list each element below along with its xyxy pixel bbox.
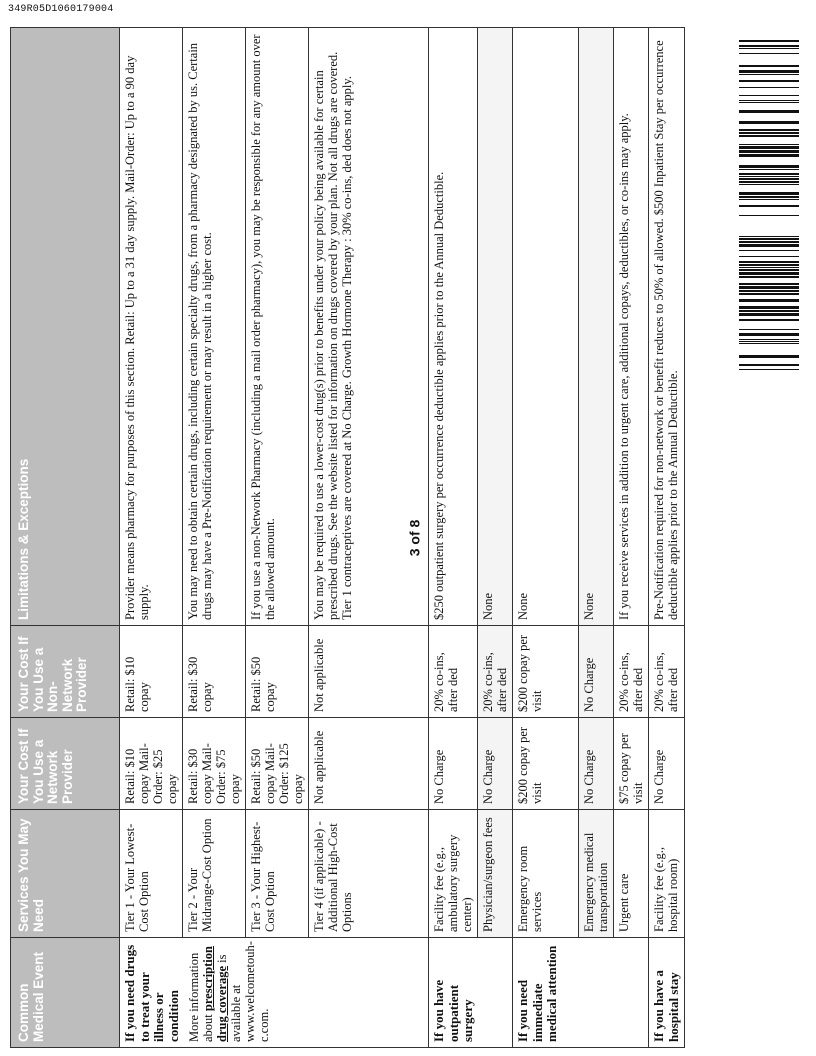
non-network-cost-cell: Retail: $10 copay: [120, 626, 183, 718]
page-number: 3 of 8: [406, 519, 423, 557]
service-cell: Tier 1 - Your Lowest-Cost Option: [120, 810, 183, 938]
service-cell: Tier 3 - Your Highest-Cost Option: [246, 810, 309, 938]
more-info-suffix: is available at www.welcometouh-c.com.: [215, 941, 272, 1042]
barcode-bar: [739, 169, 799, 170]
barcode-bar: [739, 74, 799, 75]
barcode-graphic: [739, 40, 799, 370]
benefits-table-rotated: [10, 28, 730, 1048]
event-hospital: If you have a hospital stay: [649, 938, 685, 1048]
barcode-bar: [739, 339, 799, 340]
barcode-bar: [739, 40, 799, 42]
service-cell: Facility fee (e.g., hospital room): [649, 810, 685, 938]
barcode-bar: [739, 121, 799, 124]
barcode-bar: [739, 100, 799, 101]
barcode-bar: [739, 250, 799, 251]
non-network-cost-cell: 20% co-ins, after ded: [429, 626, 478, 718]
barcode-bar: [739, 369, 799, 370]
barcode-bar: [739, 70, 799, 73]
document-id: 349R05D1060179004: [8, 4, 114, 15]
barcode-bar: [739, 276, 799, 278]
barcode-bar: [739, 199, 799, 200]
table-row: [120, 28, 183, 1048]
event-immediate: If you need immediate medical attention: [513, 938, 649, 1048]
header-row: [11, 28, 120, 1048]
non-network-cost-cell: Not applicable: [309, 626, 429, 718]
limitations-cell: You may be required to use a lower-cost drug(s) prior to benefits under your policy being available for certain prescribed drugs. See the website listed for information on drugs covered by your plan. Not all drugs are covered. Tier 1 contraceptives are covered at No Charge. Growth Hormone Therapy : 30% co-ins, ded does not apply.: [309, 28, 429, 626]
barcode-bar: [739, 333, 799, 336]
benefits-table: [10, 27, 685, 1048]
barcode-bar: [739, 310, 799, 312]
barcode-bar: [739, 135, 799, 137]
limitations-cell: Provider means pharmacy for purposes of this section. Retail: Up to a 31 day supply. Mail-Order: Up to a 90 day supply.: [120, 28, 183, 626]
table-row: [429, 28, 478, 1048]
limitations-cell: If you use a non-Network Pharmacy (including a mail order pharmacy), you may be responsible for any amount over the allowed amount.: [246, 28, 309, 626]
limitations-cell: None: [579, 28, 614, 626]
service-cell: Facility fee (e.g., ambulatory surgery center): [429, 810, 478, 938]
barcode-bar: [739, 364, 799, 366]
barcode-bar: [739, 244, 799, 247]
barcode-bar: [739, 343, 799, 344]
barcode-bar: [739, 283, 799, 285]
network-cost-cell: $75 copay per visit: [614, 718, 649, 810]
barcode-bar: [739, 341, 799, 342]
event-prescription: [120, 938, 429, 1048]
barcode-bar: [739, 146, 799, 149]
header-common-medical-event: Common Medical Event: [11, 938, 120, 1048]
limitations-cell: Pre-Notification required for non-network or benefit reduces to 50% of allowed. $500 Inpatient Stay per occurrence deductible applies prior to the Annual Deductible.: [649, 28, 685, 626]
non-network-cost-cell: 20% co-ins, after ded: [478, 626, 513, 718]
prescription-more-info: [187, 943, 271, 1042]
limitations-cell: You may need to obtain certain drugs, including certain specialty drugs, from a pharmacy designated by us. Certain drugs may have a Pre-Notification requirement or may result in a higher cost.: [183, 28, 246, 626]
barcode-bar: [739, 267, 799, 268]
service-cell: Tier 4 (if applicable) - Additional High-Cost Options: [309, 810, 429, 938]
barcode-bar: [739, 192, 799, 195]
limitations-cell: None: [513, 28, 579, 626]
non-network-cost-cell: Retail: $30 copay: [183, 626, 246, 718]
barcode-bar: [739, 176, 799, 177]
table-row: [649, 28, 685, 1048]
barcode-bar: [739, 129, 799, 131]
service-cell: Urgent care: [614, 810, 649, 938]
barcode-bar: [739, 241, 799, 243]
network-cost-cell: Retail: $10 copay Mail-Order: $25 copay: [120, 718, 183, 810]
limitations-cell: If you receive services in addition to urgent care, additional copays, deductibles, or co-ins may apply.: [614, 28, 649, 626]
network-cost-cell: $200 copay per visit: [513, 718, 579, 810]
service-cell: Physician/surgeon fees: [478, 810, 513, 938]
header-limitations: Limitations & Exceptions: [11, 28, 120, 626]
limitations-cell: None: [478, 28, 513, 626]
event-outpatient: If you have outpatient surgery: [429, 938, 513, 1048]
network-cost-cell: Retail: $50 copay Mail-Order: $125 copay: [246, 718, 309, 810]
table-row: [183, 28, 246, 1048]
table-row: [614, 28, 649, 1048]
table-row: [246, 28, 309, 1048]
barcode-bar: [739, 313, 799, 316]
non-network-cost-cell: $200 copay per visit: [513, 626, 579, 718]
network-cost-cell: Retail: $30 copay Mail-Order: $75 copay: [183, 718, 246, 810]
barcode-bar: [739, 178, 799, 180]
barcode-bar: [739, 173, 799, 175]
barcode-bar: [739, 184, 799, 185]
table-row: [579, 28, 614, 1048]
barcode-bar: [739, 269, 799, 271]
prescription-coverage-link[interactable]: prescription drug coverage: [201, 946, 230, 1042]
barcode-bar: [739, 215, 799, 216]
barcode-bar: [739, 293, 799, 295]
limitations-cell: $250 outpatient surgery per occurrence deductible applies prior to the Annual Deductible.: [429, 28, 478, 626]
header-services: Services You May Need: [11, 810, 120, 938]
barcode-bar: [739, 102, 799, 103]
barcode-bar: [739, 48, 799, 49]
barcode-bar: [739, 256, 799, 257]
barcode-bar: [739, 87, 799, 88]
barcode-bar: [739, 355, 799, 358]
barcode-bar: [739, 264, 799, 266]
barcode-bar: [739, 319, 799, 321]
service-cell: Tier 2 - Your Midrange-Cost Option: [183, 810, 246, 938]
network-cost-cell: Not applicable: [309, 718, 429, 810]
barcode-bar: [739, 150, 799, 153]
barcode-bar: [739, 236, 799, 237]
barcode-bar: [739, 165, 799, 168]
barcode-bar: [739, 238, 799, 240]
non-network-cost-cell: 20% co-ins, after ded: [614, 626, 649, 718]
barcode-bar: [739, 80, 799, 82]
barcode-bar: [739, 132, 799, 134]
barcode-bar: [739, 65, 799, 67]
barcode-bar: [739, 261, 799, 263]
table-row: [478, 28, 513, 1048]
barcode-bar: [739, 196, 799, 198]
barcode-bar: [739, 53, 799, 54]
barcode-bar: [739, 154, 799, 157]
header-network-cost: Your Cost If You Use a Network Provider: [11, 718, 120, 810]
non-network-cost-cell: No Charge: [579, 626, 614, 718]
event-prescription-title: If you need drugs to treat your illness or condition: [122, 944, 181, 1042]
non-network-cost-cell: 20% co-ins, after ded: [649, 626, 685, 718]
table-row: [513, 28, 579, 1048]
more-info-prefix: More information about: [187, 952, 216, 1042]
non-network-cost-cell: Retail: $50 copay: [246, 626, 309, 718]
barcode-bar: [739, 45, 799, 47]
barcode-bar: [739, 306, 799, 309]
barcode-bar: [739, 290, 799, 292]
network-cost-cell: No Charge: [429, 718, 478, 810]
barcode-bar: [739, 95, 799, 96]
service-cell: Emergency room services: [513, 810, 579, 938]
header-non-network-cost: Your Cost If You Use a Non-Network Provider: [11, 626, 120, 718]
barcode-bar: [739, 286, 799, 289]
barcode-bar: [739, 205, 799, 207]
barcode-bar: [739, 329, 799, 330]
barcode-bar: [739, 181, 799, 183]
barcode-bar: [739, 144, 799, 145]
network-cost-cell: No Charge: [478, 718, 513, 810]
network-cost-cell: No Charge: [579, 718, 614, 810]
barcode-bar: [739, 272, 799, 275]
barcode-bar: [739, 299, 799, 302]
barcode-bar: [739, 110, 799, 113]
service-cell: Emergency medical transportation: [579, 810, 614, 938]
network-cost-cell: No Charge: [649, 718, 685, 810]
